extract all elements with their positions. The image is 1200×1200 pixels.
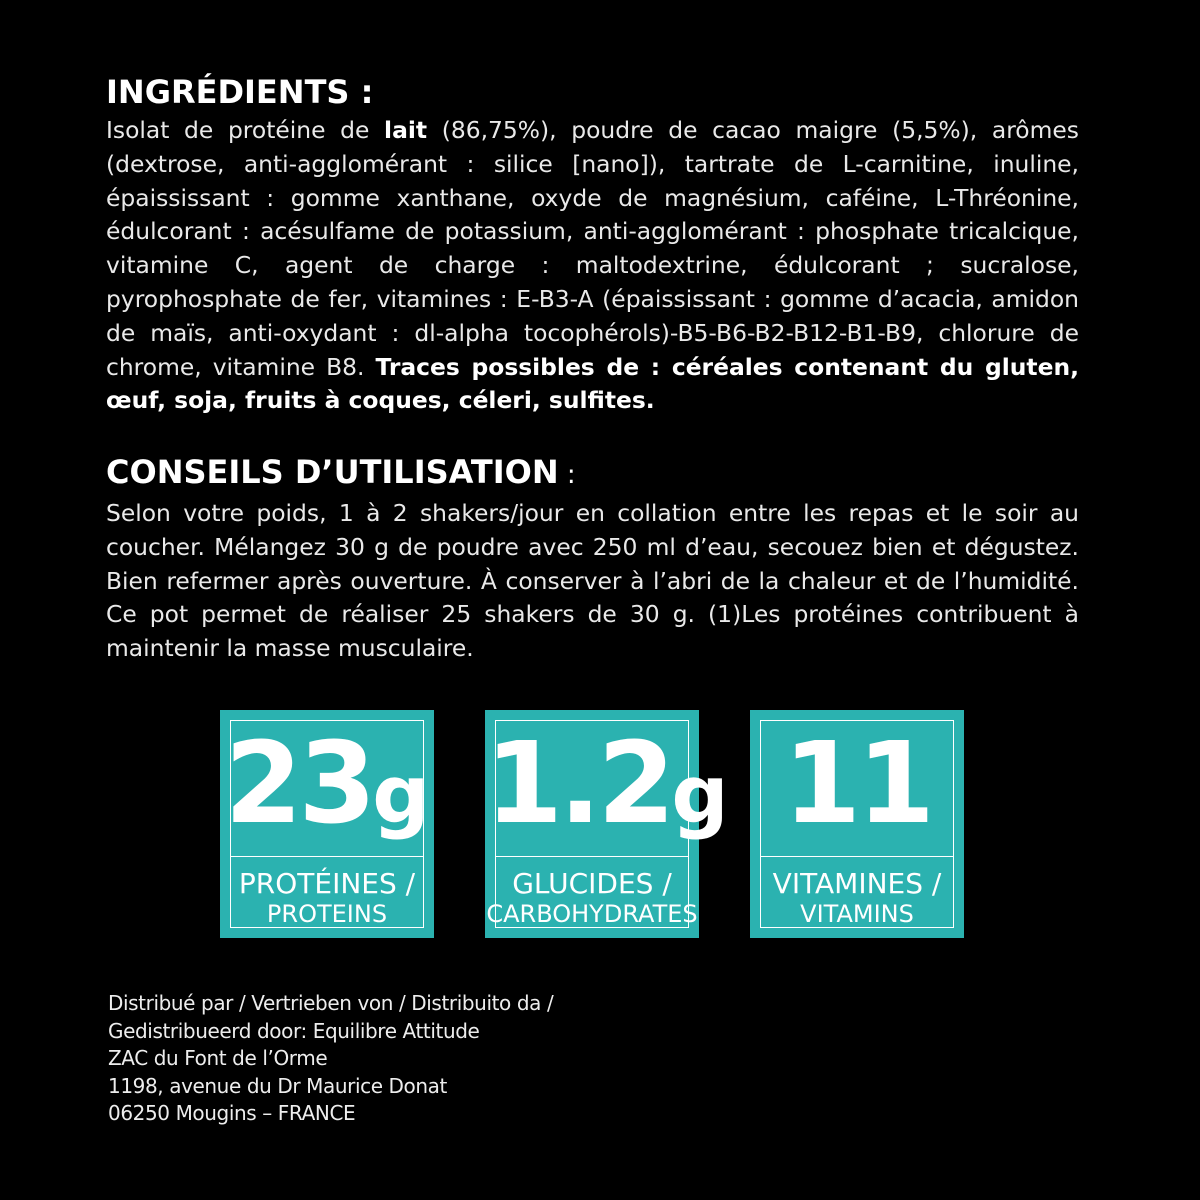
usage-heading-colon: : bbox=[558, 460, 576, 490]
distributor-line: 06250 Mougins – FRANCE bbox=[108, 1101, 356, 1125]
distributor-address bbox=[108, 990, 553, 1128]
ingredients-milk-allergen: lait bbox=[384, 116, 428, 144]
usage-section bbox=[106, 450, 1079, 666]
ingredients-section bbox=[106, 70, 1079, 418]
vitamins-label-en: VITAMINS bbox=[800, 900, 914, 928]
protein-highlight-box bbox=[220, 710, 434, 938]
protein-number: 23 bbox=[224, 719, 373, 849]
carbohydrate-unit: g bbox=[671, 748, 729, 841]
carbohydrate-label-en: CARBOHYDRATES bbox=[486, 900, 698, 928]
box-divider bbox=[760, 856, 954, 857]
ingredients-heading: INGRÉDIENTS : bbox=[106, 73, 374, 111]
traces-warning: Traces possibles de : céréales contenant du gluten, œuf, soja, fruits à coques, céleri, sulfites. bbox=[106, 352, 1079, 415]
box-divider bbox=[495, 856, 689, 857]
usage-heading-text: CONSEILS D’UTILISATION bbox=[106, 453, 559, 491]
carbohydrate-label-fr: GLUCIDES / bbox=[512, 867, 672, 900]
carbohydrate-number: 1.2 bbox=[485, 719, 672, 849]
distributor-line: Gedistribueerd door: Equilibre Attitude bbox=[108, 1018, 480, 1043]
ingredients-text-start: Isolat de protéine de bbox=[106, 116, 385, 144]
box-divider bbox=[230, 856, 424, 857]
protein-unit: g bbox=[372, 748, 430, 841]
distributor-line: ZAC du Font de l’Orme bbox=[108, 1046, 328, 1070]
distributor-line: 1198, avenue du Dr Maurice Donat bbox=[108, 1073, 447, 1098]
distributor-line: Distribué par / Vertrieben von / Distribuito da / bbox=[108, 991, 554, 1015]
carbohydrate-value bbox=[485, 719, 729, 855]
nutrition-highlights bbox=[220, 710, 964, 938]
protein-value bbox=[220, 719, 434, 855]
usage-heading bbox=[106, 450, 1079, 497]
vitamins-value bbox=[750, 719, 964, 855]
ingredients-list bbox=[106, 114, 1079, 418]
vitamins-number: 11 bbox=[783, 719, 931, 849]
protein-label-fr: PROTÉINES / bbox=[238, 867, 416, 900]
carbohydrate-highlight-box bbox=[485, 710, 729, 938]
protein-label-en: PROTEINS bbox=[266, 900, 388, 928]
usage-instructions: Selon votre poids, 1 à 2 shakers/jour en collation entre les repas et le soir au coucher. Mélangez 30 g de poudre avec 250 ml d’eau, secouez bien et dégustez. Bien refermer après ouverture. À conserver à l’abri de la chaleur et de l’humidité. Ce pot permet de réaliser 25 shakers de 30 g. (1)Les protéines contribuent à maintenir la masse musculaire. bbox=[106, 499, 1079, 663]
vitamins-label-fr: VITAMINES / bbox=[772, 867, 942, 900]
vitamins-highlight-box bbox=[750, 710, 964, 938]
ingredients-text-rest: (86,75%), poudre de cacao maigre (5,5%), arômes (dextrose, anti-agglomérant : silice [nano]), tartrate de L-carnitine, inuline, épaississant : gomme xanthane, oxyde de magnésium, caféine, L-Thréonine, édulcorant : acésulfame de potassium, anti-agglomérant : phosphate tricalcique, vitamine C, agent de charge : maltodextrine, édulcorant ; sucralose, pyrophosphate de fer, vitamines : E-B3-A (épaississant : gomme d’acacia, amidon de maïs, anti-oxydant : dl-alpha tocophérols)-B5-B6-B2-B12-B1-B9, chlorure de chrome, vitamine B8. bbox=[106, 116, 1079, 381]
